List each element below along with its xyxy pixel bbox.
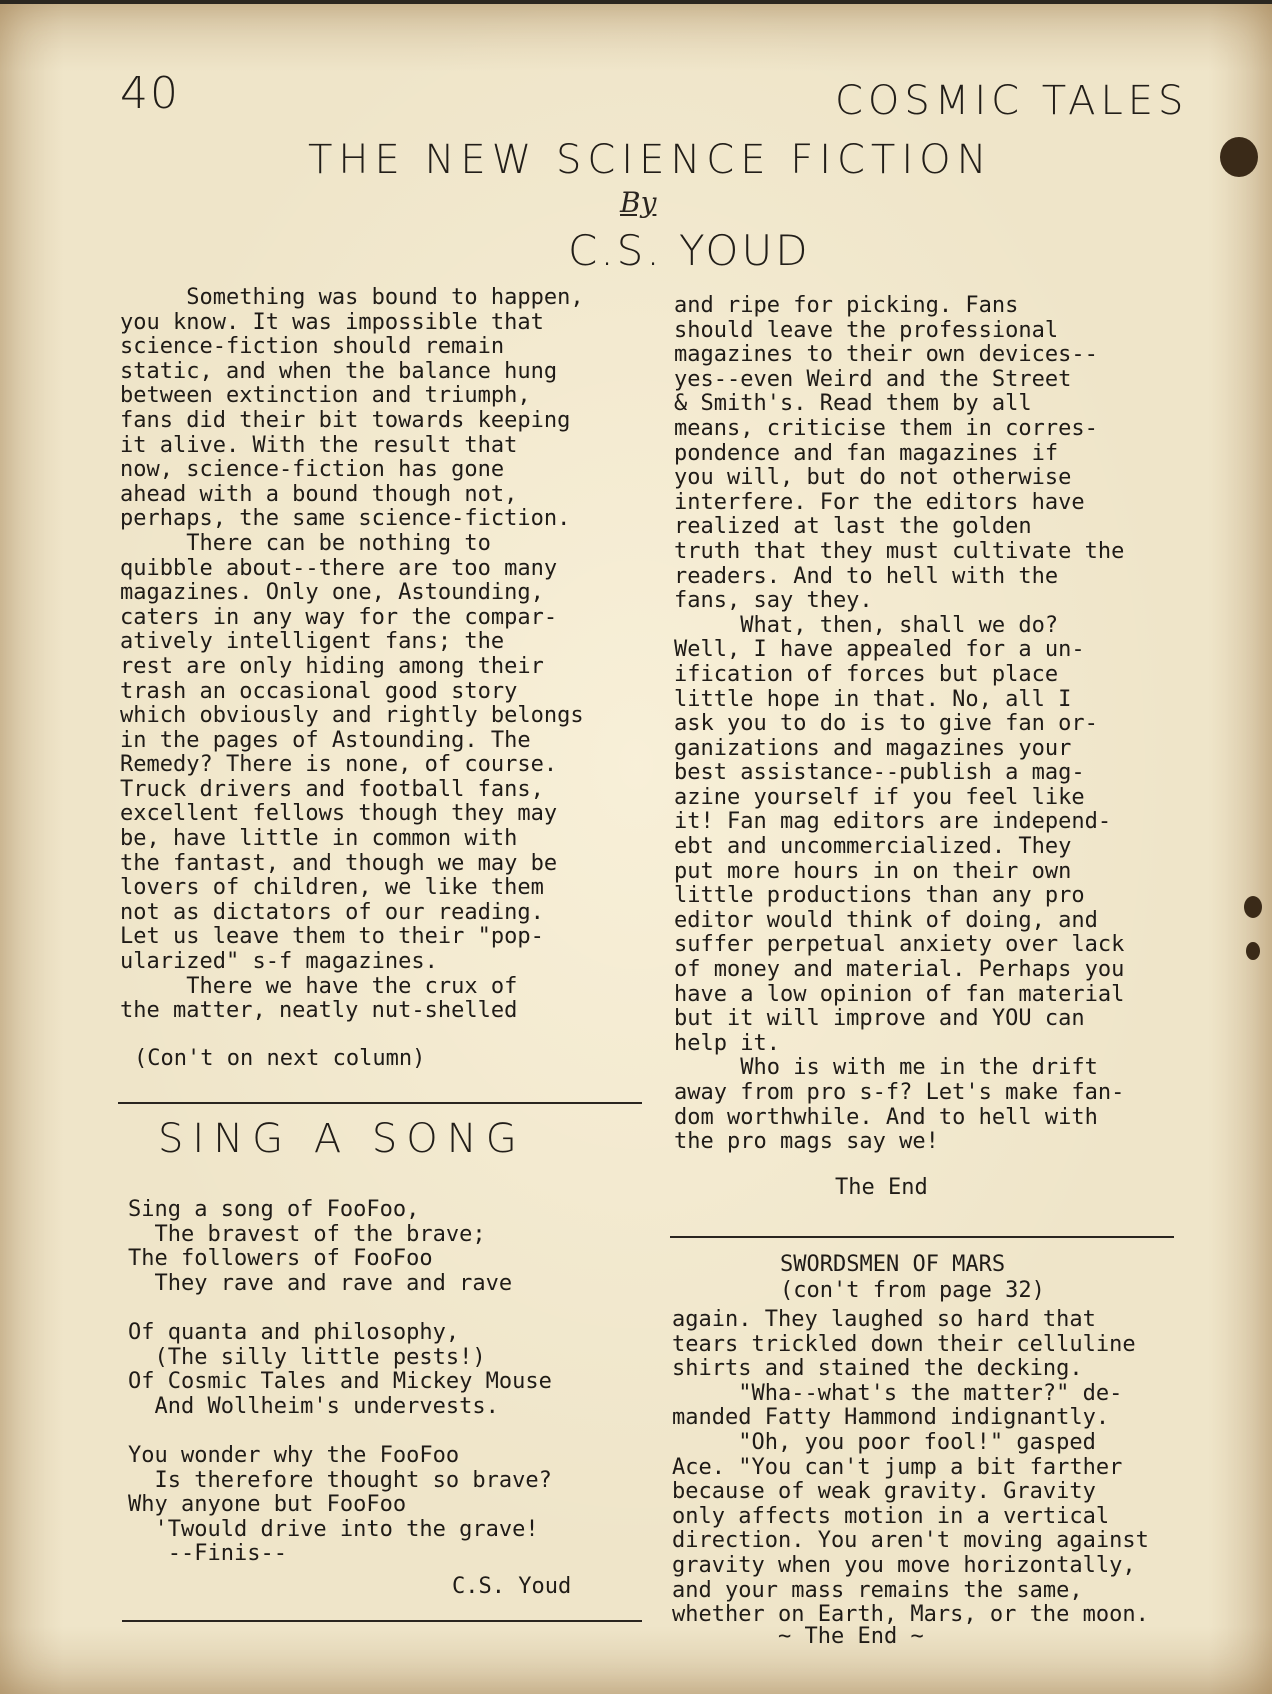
binding-hole-lower <box>1246 942 1260 960</box>
article-line: be, have little in common with <box>120 826 518 852</box>
article-line: put more hours in on their own <box>674 858 1072 884</box>
story-line: direction. You aren't moving against <box>672 1528 1149 1554</box>
story-line: only affects motion in a vertical <box>672 1503 1110 1529</box>
poem-line: The followers of FooFoo <box>128 1246 433 1272</box>
article-line: should leave the professional <box>674 317 1059 343</box>
article-line: Truck drivers and football fans, <box>120 776 544 802</box>
divider-left-2 <box>122 1620 642 1622</box>
poem-line: --Finis-- <box>128 1541 287 1567</box>
poem-line: Is therefore thought so brave? <box>128 1467 552 1493</box>
story-line: and your mass remains the same, <box>672 1577 1083 1603</box>
article-line: pondence and fan magazines if <box>674 440 1059 466</box>
story-line: because of weak gravity. Gravity <box>672 1479 1096 1505</box>
article-end: The End <box>835 1175 928 1200</box>
article-line: the pro mags say we! <box>674 1129 939 1155</box>
story-body <box>672 1308 1232 1628</box>
poem-line: Of quanta and philosophy, <box>128 1319 460 1345</box>
article-line: between extinction and triumph, <box>120 383 531 409</box>
article-line: azine yourself if you feel like <box>674 784 1085 810</box>
article-line: ahead with a bound though not, <box>120 481 518 507</box>
article-column-2 <box>674 294 1234 1155</box>
story-continued-from: (con't from page 32) <box>780 1278 1045 1303</box>
article-line: it alive. With the result that <box>120 432 518 458</box>
article-line: yes--even Weird and the Street <box>674 366 1072 392</box>
article-line: little productions than any pro <box>674 883 1085 909</box>
byline-by: By <box>620 186 657 219</box>
poem-line: You wonder why the FooFoo <box>128 1442 460 1468</box>
article-line: fans did their bit towards keeping <box>120 407 571 433</box>
article-line: you will, but do not otherwise <box>674 465 1072 491</box>
article-line: quibble about--there are too many <box>120 555 558 581</box>
page-number: 40 <box>120 68 180 119</box>
article-line: magazines. Only one, Astounding, <box>120 580 544 606</box>
article-line: away from pro s-f? Let's make fan- <box>674 1080 1125 1105</box>
article-line: excellent fellows though they may <box>120 801 558 827</box>
article-line: lovers of children, we like them <box>120 875 544 901</box>
article-line: caters in any way for the compar- <box>120 604 558 630</box>
poem-line: The bravest of the brave; <box>128 1221 486 1247</box>
article-line: There we have the crux of <box>120 973 518 999</box>
article-line: truth that they must cultivate the <box>674 538 1125 564</box>
article-line: ask you to do is to give fan or- <box>674 711 1098 737</box>
poem-line: Why anyone but FooFoo <box>128 1492 407 1518</box>
article-line: now, science-fiction has gone <box>120 457 505 483</box>
article-line: Let us leave them to their "pop- <box>120 924 544 950</box>
poem-line <box>128 1419 648 1444</box>
article-line: it! Fan mag editors are independ- <box>674 809 1112 835</box>
article-line: ebt and uncommercialized. They <box>674 834 1072 860</box>
article-line: fans, say they. <box>674 588 873 614</box>
poem-title: SING A SONG <box>158 1116 526 1162</box>
article-line: suffer perpetual anxiety over lack <box>674 932 1125 958</box>
story-line: manded Fatty Hammond indignantly. <box>672 1405 1110 1431</box>
article-line: best assistance--publish a mag- <box>674 760 1085 786</box>
article-column-1 <box>120 286 640 1024</box>
article-line: magazines to their own devices-- <box>674 342 1098 368</box>
article-line: you know. It was impossible that <box>120 309 544 335</box>
magazine-title: COSMIC TALES <box>835 78 1189 124</box>
binding-hole-middle <box>1244 896 1262 918</box>
poem-author: C.S. Youd <box>452 1574 572 1599</box>
article-line: editor would think of doing, and <box>674 907 1098 933</box>
article-line: rest are only hiding among their <box>120 653 544 679</box>
story-line: Ace. "You can't jump a bit farther <box>672 1454 1123 1480</box>
article-line: ganizations and magazines your <box>674 735 1072 761</box>
story-line: whether on Earth, Mars, or the moon. <box>672 1602 1149 1628</box>
story-line: "Wha--what's the matter?" de- <box>672 1380 1123 1406</box>
article-line: & Smith's. Read them by all <box>674 391 1032 417</box>
poem-line: And Wollheim's undervests. <box>128 1393 499 1419</box>
article-line: the matter, neatly nut-shelled <box>120 998 518 1024</box>
poem-line: Sing a song of FooFoo, <box>128 1197 420 1222</box>
article-line: not as dictators of our reading. <box>120 899 544 925</box>
article-line: in the pages of Astounding. The <box>120 727 531 753</box>
poem-line: 'Twould drive into the grave! <box>128 1516 539 1542</box>
continued-note: (Con't on next column) <box>134 1046 426 1071</box>
binding-hole-top <box>1220 137 1258 177</box>
article-line: but it will improve and YOU can <box>674 1006 1085 1032</box>
article-line: Who is with me in the drift <box>674 1055 1098 1081</box>
article-line: static, and when the balance hung <box>120 358 558 384</box>
article-line: the fantast, and though we may be <box>120 850 558 876</box>
poem-body <box>128 1198 648 1567</box>
article-line: readers. And to hell with the <box>674 563 1059 589</box>
article-line: trash an occasional good story <box>120 678 518 704</box>
poem-line: Of Cosmic Tales and Mickey Mouse <box>128 1369 552 1395</box>
poem-line: They rave and rave and rave <box>128 1270 513 1296</box>
article-line: of money and material. Perhaps you <box>674 957 1125 983</box>
article-author: C.S. YOUD <box>568 226 811 275</box>
article-line: and ripe for picking. Fans <box>674 293 1019 318</box>
article-line: interfere. For the editors have <box>674 489 1085 515</box>
story-line: "Oh, you poor fool!" gasped <box>672 1429 1096 1455</box>
article-line: Something was bound to happen, <box>120 285 584 310</box>
story-title: SWORDSMEN OF MARS <box>780 1252 1006 1277</box>
poem-line <box>128 1296 648 1321</box>
article-line: What, then, shall we do? <box>674 612 1059 638</box>
story-line: shirts and stained the decking. <box>672 1356 1083 1382</box>
article-line: which obviously and rightly belongs <box>120 703 584 729</box>
article-line: Remedy? There is none, of course. <box>120 752 558 778</box>
poem-line: (The silly little pests!) <box>128 1344 486 1370</box>
article-line: dom worthwhile. And to hell with <box>674 1104 1098 1130</box>
article-line: means, criticise them in corres- <box>674 415 1098 441</box>
article-line: ularized" s-f magazines. <box>120 949 438 975</box>
article-line: There can be nothing to <box>120 530 491 556</box>
article-title: THE NEW SCIENCE FICTION <box>308 137 993 183</box>
article-line: perhaps, the same science-fiction. <box>120 506 571 532</box>
article-line: atively intelligent fans; the <box>120 629 505 655</box>
divider-right <box>670 1236 1174 1238</box>
article-line: science-fiction should remain <box>120 334 505 360</box>
article-line: realized at last the golden <box>674 514 1032 540</box>
story-line: gravity when you move horizontally, <box>672 1552 1136 1578</box>
article-line: have a low opinion of fan material <box>674 981 1125 1007</box>
article-line: little hope in that. No, all I <box>674 686 1072 712</box>
article-line: help it. <box>674 1030 780 1056</box>
article-line: ification of forces but place <box>674 661 1059 687</box>
story-end: ~ The End ~ <box>778 1624 924 1649</box>
story-line: tears trickled down their celluline <box>672 1331 1136 1357</box>
article-line: Well, I have appealed for a un- <box>674 637 1085 663</box>
story-line: again. They laughed so hard that <box>672 1307 1096 1332</box>
divider-left-1 <box>118 1102 642 1104</box>
